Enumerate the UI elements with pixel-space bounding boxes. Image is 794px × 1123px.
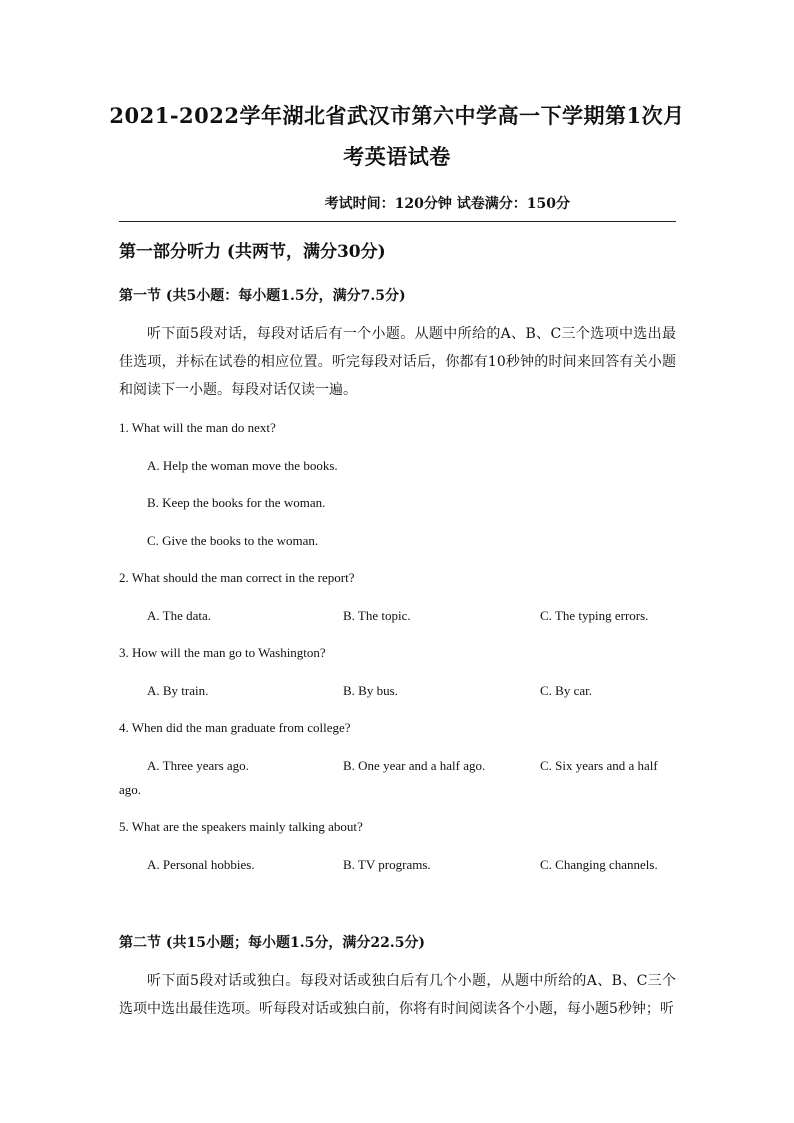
question-1-option-b: B. Keep the books for the woman. <box>147 495 326 510</box>
exam-title-line-2: 考英语试卷 <box>343 144 451 169</box>
section1-heading: 第一节 (共5小题：每小题1.5分，满分7.5分) <box>119 288 406 304</box>
part1-heading: 第一部分听力 (共两节，满分30分) <box>119 242 386 262</box>
section1-instructions: 听下面5段对话，每段对话后有一个小题。从题中所给的A、B、C三个选项中选出最佳选项，并标在试卷的相应位置。听完每段对话后，你都有10秒钟的时间来回答有关小题和阅读下一小题。每段对话仅读一遍。 <box>119 326 676 398</box>
question-2-stem: 2. What should the man correct in the report? <box>119 570 355 585</box>
exam-title-line-1: 2021-2022学年湖北省武汉市第六中学高一下学期第1次月 <box>109 103 685 128</box>
question-5-option-b: B. TV programs. <box>343 857 431 872</box>
question-5-stem: 5. What are the speakers mainly talking about? <box>119 819 363 834</box>
question-2-option-c: C. The typing errors. <box>540 608 649 623</box>
question-5-option-a: A. Personal hobbies. <box>147 857 255 872</box>
question-4-option-a: A. Three years ago. <box>147 758 249 773</box>
question-2-option-b: B. The topic. <box>343 608 411 623</box>
question-3-option-c: C. By car. <box>540 683 592 698</box>
section2-heading: 第二节 (共15小题；每小题1.5分，满分22.5分) <box>119 935 426 951</box>
question-2-option-a: A. The data. <box>147 608 212 623</box>
question-1-option-c: C. Give the books to the woman. <box>147 533 319 548</box>
question-4-option-b: B. One year and a half ago. <box>343 758 486 773</box>
question-3-option-a: A. By train. <box>147 683 209 698</box>
question-4-option-c-continuation: ago. <box>119 782 142 797</box>
section2-instructions: 听下面5段对话或独白。每段对话或独白后有几个小题，从题中所给的A、B、C三个选项中选出最佳选项。听每段对话或独白前，你将有时间阅读各个小题，每小题5秒钟；听 <box>119 973 676 1017</box>
exam-meta: 考试时间：120分钟 试卷满分：150分 <box>324 196 570 212</box>
question-4-stem: 4. When did the man graduate from college? <box>119 720 351 735</box>
question-1-option-a: A. Help the woman move the books. <box>147 458 338 473</box>
question-3-option-b: B. By bus. <box>343 683 398 698</box>
question-3-stem: 3. How will the man go to Washington? <box>119 645 326 660</box>
question-5-option-c: C. Changing channels. <box>540 857 658 872</box>
question-4-option-c: C. Six years and a half <box>540 758 658 773</box>
question-1-stem: 1. What will the man do next? <box>119 420 276 435</box>
header-divider <box>119 221 676 222</box>
